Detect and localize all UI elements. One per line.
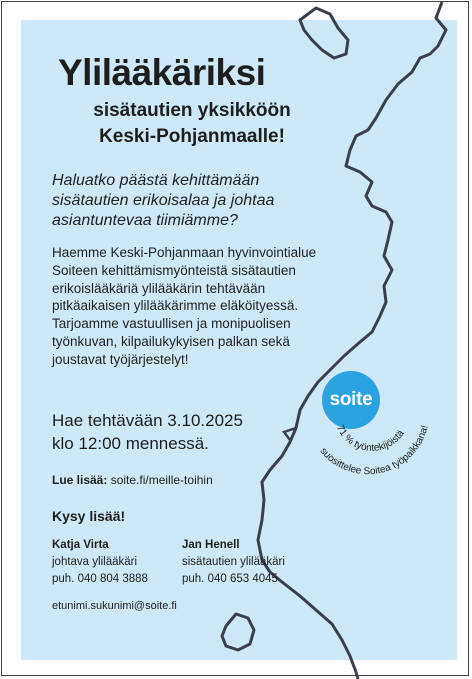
headline: Ylilääkäriksi [58, 52, 266, 93]
subheadline-line-1: sisätautien yksikköön [93, 100, 291, 121]
contact-phone[interactable]: puh. 040 653 4045 [182, 573, 278, 585]
application-deadline [52, 409, 312, 455]
lead-question: Haluatko päästä kehittämään sisätautien erikoisalaa ja johtaa asiantuntevaa tiimiämme? [52, 172, 275, 229]
recommendation-stat [300, 355, 440, 485]
stat-line-2: suosittelee Soitea työpaikkana! [317, 424, 431, 478]
subheadline-line-2: Keski-Pohjanmaalle! [99, 126, 285, 147]
contact-role: johtava ylilääkäri [52, 556, 138, 568]
contact-card [182, 537, 285, 588]
contact-name: Jan Henell [182, 539, 240, 551]
email-address[interactable]: etunimi.sukunimi@soite.fi [52, 600, 177, 612]
contact-card [52, 537, 148, 588]
body-paragraph: Haemme Keski-Pohjanmaan hyvinvointialue Soiteen kehittämismyönteistä sisätautien erikoislääkäriä ylilääkärin tehtävään pitkäaikaisen ylilääkärimme eläköityessä. Tarjoamme vastuullisen ja monipuolisen työnkuvan, kilpailukykyisen palkan sekä joustavat työjärjestelyt! [52, 245, 317, 367]
stat-line-1: 71 % työntekijöistä [333, 423, 407, 454]
deadline-line-2: klo 12:00 mennessä. [52, 434, 209, 453]
read-more [52, 473, 213, 487]
read-more-label: Lue lisää: [52, 473, 108, 487]
contact-name: Katja Virta [52, 539, 109, 551]
contact-role: sisätautien ylilääkäri [182, 556, 285, 568]
ask-more-heading: Kysy lisää! [52, 508, 126, 524]
deadline-line-1: Hae tehtävään 3.10.2025 [52, 411, 243, 430]
contact-phone[interactable]: puh. 040 804 3888 [52, 573, 148, 585]
soite-logo: soite [322, 371, 380, 429]
read-more-link[interactable]: soite.fi/meille-toihin [110, 473, 213, 487]
stat-line-1-text [334, 424, 407, 454]
subheadline [82, 98, 302, 150]
